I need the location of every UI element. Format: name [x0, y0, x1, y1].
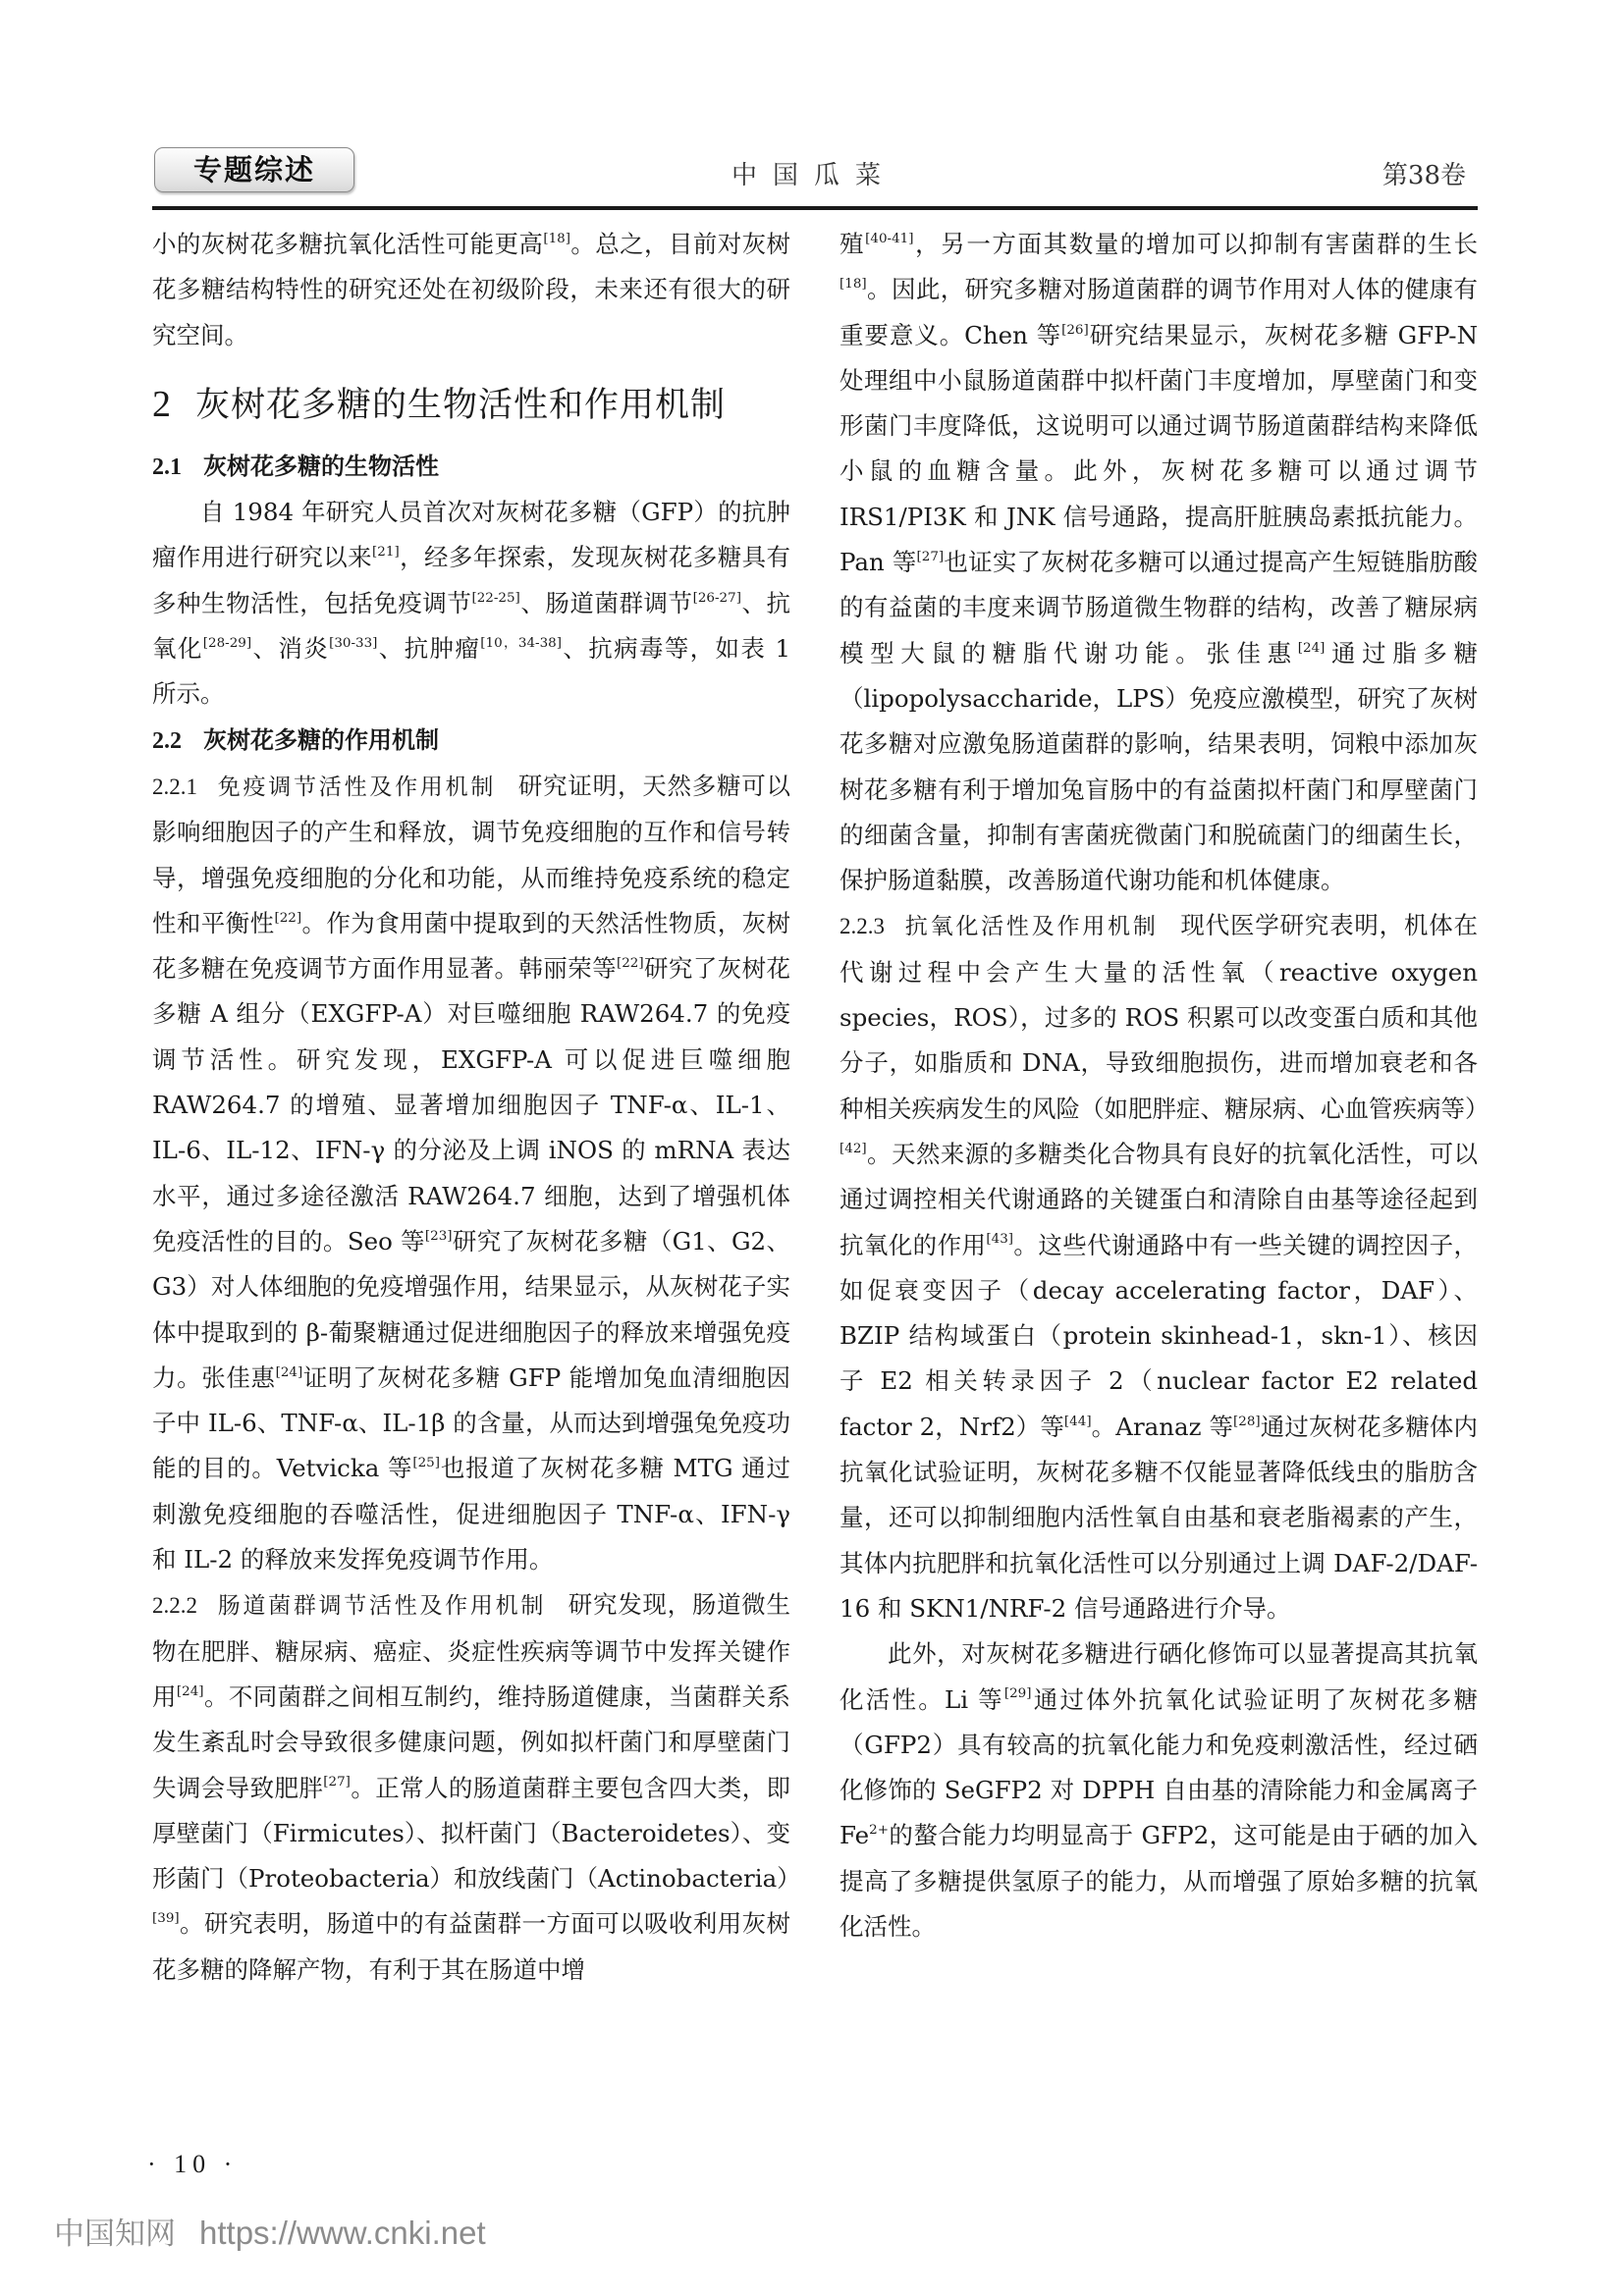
citation: [24]	[1297, 639, 1326, 656]
page-number: · 10 ·	[147, 2150, 239, 2178]
section-heading-2: 2 灰树花多糖的生物活性和作用机制	[152, 383, 727, 425]
citation: [28]	[1233, 1413, 1261, 1429]
paragraph: 殖[40-41]，另一方面其数量的增加可以抑制有害菌群的生长[18]。因此，研究多糖对肠道菌群的调节作用对人体的健康有重要意义。Chen 等[26]研究结果显示，灰树花多糖 GFP-N 处理组中小鼠肠道菌群中拟杆菌门丰度增加，厚壁菌门和变形菌门丰度降低，这说明可以通过调节肠道菌群结构来降低小鼠的血糖含量。此外，灰树花多糖可以通过调节 IRS1/PI3K 和 JNK 信号通路，提高肝脏胰岛素抵抗能力。Pan 等[27]也证实了灰树花多糖可以通过提高产生短链脂肪酸的有益菌的丰度来调节肠道微生物群的结构，改善了糖尿病模型大鼠的糖脂代谢功能。张佳惠[24]通过脂多糖（lipopolysaccharide，LPS）免疫应激模型，研究了灰树花多糖对应激兔肠道菌群的影响，结果表明，饲粮中添加灰树花多糖有利于增加兔盲肠中的有益菌拟杆菌门和厚壁菌门的细菌含量，抑制有害菌疣微菌门和脱硫菌门的细菌生长，保护肠道黏膜，改善肠道代谢功能和机体健康。	[839, 230, 1479, 895]
citation: [22]	[274, 909, 302, 926]
paragraph: 自 1984 年研究人员首次对灰树花多糖（GFP）的抗肿瘤作用进行研究以来[21]，经多年探索，发现灰树花多糖具有多种生物活性，包括免疫调节[22-25]、肠道菌群调节[26-27]、抗氧化[28-29]、消炎[30-33]、抗肿瘤[10，34-38]、抗病毒等，如表 1 所示。	[152, 498, 791, 709]
citation: [40-41]	[865, 230, 914, 246]
subsubsection-number: 2.2.3	[839, 914, 885, 939]
citation: [27]	[916, 548, 945, 564]
citation: [18]	[543, 230, 570, 246]
subsubsection-title: 免疫调节活性及作用机制	[217, 774, 497, 800]
subsubsection-title: 抗氧化活性及作用机制	[904, 914, 1159, 940]
volume-label: 第38卷	[1381, 161, 1466, 190]
citation: [26]	[1061, 321, 1089, 338]
paragraph: 此外，对灰树花多糖进行硒化修饰可以显著提高其抗氧化活性。Li 等[29]通过体外抗氧化试验证明了灰树花多糖（GFP2）具有较高的抗氧化能力和免疫刺激活性，经过硒化修饰的 SeGFP2 对 DPPH 自由基的清除能力和金属离子 $Fe^{2+}$的螯合能力均明显高于 GFP2，这可能是由于硒的加入提高了多糖提供氢原子的能力，从而增强了原始多糖的抗氧化活性。	[839, 1639, 1478, 1941]
paragraph-2-2-1: 2.2.1 免疫调节活性及作用机制 研究证明，天然多糖可以影响细胞因子的产生和释放，调节免疫细胞的互作和信号转导，增强免疫细胞的分化和功能，从而维持免疫系统的稳定性和平衡性[22]。作为食用菌中提取到的天然活性物质，灰树花多糖在免疫调节方面作用显著。韩丽荣等[22]研究了灰树花多糖 A 组分（EXGFP-A）对巨噬细胞 RAW264.7 的免疫调节活性。研究发现，EXGFP-A 可以促进巨噬细胞 RAW264.7 的增殖、显著增加细胞因子 TNF-α、IL-1、IL-6、IL-12、IFN-γ 的分泌及上调 iNOS 的 mRNA 表达水平，通过多途径激活 RAW264.7 细胞，达到了增强机体免疫活性的目的。Seo 等[23]研究了灰树花多糖（G1、G2、G3）对人体细胞的免疫增强作用，结果显示，从灰树花子实体中提取到的 β-葡聚糖通过促进细胞因子的释放来增强免疫力。张佳惠[24]证明了灰树花多糖 GFP 能增加兔血清细胞因子中 IL-6、TNF-α、IL-1β 的含量，从而达到增强兔免疫功能的目的。Vetvicka 等[25]也报道了灰树花多糖 MTG 通过刺激免疫细胞的吞噬活性，促进细胞因子 TNF-α、IFN-γ 和 IL-2 的释放来发挥免疫调节作用。	[152, 771, 791, 1575]
subsection-heading-2-1: 2.1 灰树花多糖的生物活性	[152, 452, 439, 480]
right-column	[839, 222, 1489, 1949]
paragraph: 小的灰树花多糖抗氧化活性可能更高[18]。总之，目前对灰树花多糖结构特性的研究还处在初级阶段，未来还有很大的研究空间。	[152, 230, 791, 349]
citation: [22]	[616, 955, 644, 972]
citation: [30-33]	[329, 634, 378, 651]
citation: [27]	[323, 1774, 351, 1790]
subsubsection-number: 2.2.2	[152, 1593, 197, 1619]
citation: [21]	[372, 544, 400, 561]
citation: [43]	[986, 1231, 1014, 1248]
header-rule	[152, 206, 1478, 210]
ion-charge: 2+	[869, 1822, 890, 1839]
running-header	[152, 145, 1478, 204]
citation: [10，34-38]	[480, 634, 562, 651]
citation: [42]	[839, 1140, 867, 1156]
citation: [23]	[424, 1227, 453, 1244]
citation: [39]	[152, 1910, 180, 1927]
subsubsection-number: 2.2.1	[152, 774, 197, 799]
citation: [28-29]	[202, 634, 252, 651]
paragraph-2-2-2: 2.2.2 肠道菌群调节活性及作用机制 研究发现，肠道微生物在肥胖、糖尿病、癌症、炎症性疾病等调节中发挥关键作用[24]。不同菌群之间相互制约，维持肠道健康，当菌群关系发生紊乱时会导致很多健康问题，例如拟杆菌门和厚壁菌门失调会导致肥胖[27]。正常人的肠道菌群主要包含四大类，即厚壁菌门（Firmicutes）、拟杆菌门（Bacteroidetes）、变形菌门（Proteobacteria）和放线菌门（Actinobacteria）[39]。研究表明，肠道中的有益菌群一方面可以吸收利用灰树花多糖的降解产物，有利于其在肠道中增	[152, 1590, 801, 1984]
citation: [24]	[176, 1682, 204, 1699]
citation: [18]	[839, 276, 867, 293]
left-column	[152, 222, 801, 1993]
citation: [24]	[275, 1363, 303, 1380]
subsection-heading-2-2: 2.2 灰树花多糖的作用机制	[152, 725, 439, 754]
cnki-watermark	[54, 2209, 486, 2253]
watermark-brand: 中国知网	[54, 2216, 176, 2252]
citation: [29]	[1003, 1685, 1032, 1702]
section-badge: 专题综述	[154, 147, 354, 192]
subsubsection-title: 肠道菌群调节活性及作用机制	[217, 1593, 547, 1620]
paragraph-2-2-3: 2.2.3 抗氧化活性及作用机制 现代医学研究表明，机体在代谢过程中会产生大量的活性氧（reactive oxygen species，ROS），过多的 ROS 积累可以改变蛋白质和其他分子，如脂质和 DNA，导致细胞损伤，进而增加衰老和各种相关疾病发生的风险（如肥胖症、糖尿病、心血管疾病等）[42]。天然来源的多糖类化合物具有良好的抗氧化活性，可以通过调控相关代谢通路的关键蛋白和清除自由基等途径起到抗氧化的作用[43]。这些代谢通路中有一些关键的调控因子，如促衰变因子（decay accelerating factor，DAF）、BZIP 结构域蛋白（protein skinhead-1，skn-1）、核因子 E2 相关转录因子 2（nuclear factor E2 related factor 2，Nrf2）等[44]。Aranaz 等[28]通过灰树花多糖体内抗氧化试验证明，灰树花多糖不仅能显著降低线虫的脂肪含量，还可以抑制细胞内活性氧自由基和衰老脂褐素的产生，其体内抗肥胖和抗氧化活性可以分别通过上调 DAF-2/DAF-16 和 SKN1/NRF-2 信号通路进行介导。	[839, 911, 1489, 1623]
citation: [26-27]	[692, 589, 741, 606]
watermark-url[interactable]: https://www.cnki.net	[199, 2215, 486, 2251]
citation: [22-25]	[471, 589, 520, 606]
citation: [44]	[1063, 1413, 1092, 1429]
journal-title: 中国瓜菜	[731, 161, 897, 190]
citation: [25]	[412, 1455, 440, 1471]
